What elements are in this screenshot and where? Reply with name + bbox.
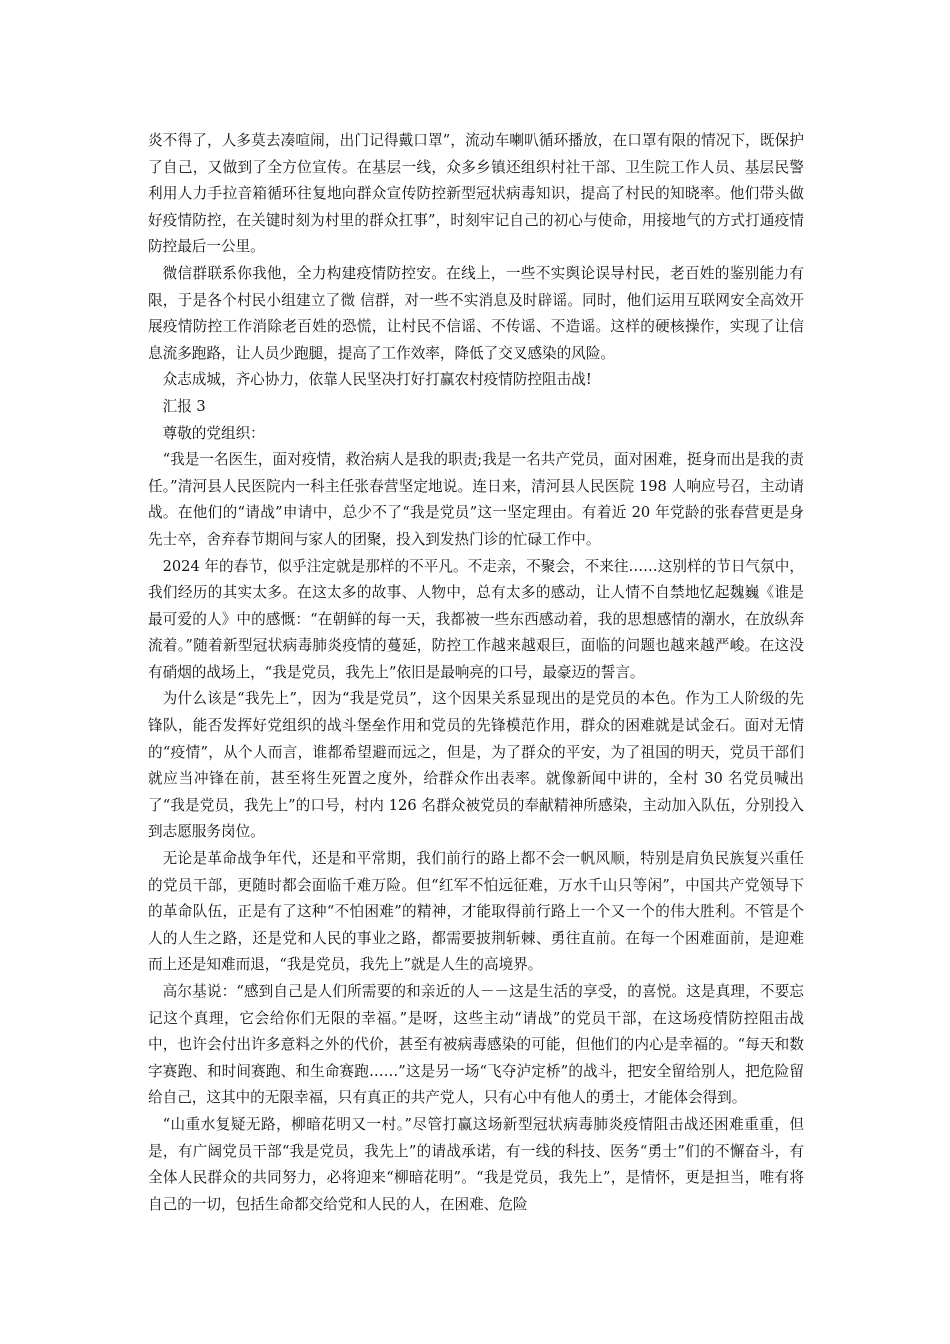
section-heading: 汇报 3 — [162, 397, 206, 415]
paragraph-6: “我是一名医生，面对疫情，救治病人是我的职责;我是一名共产党员，面对困难，挺身而出是我的责任。”清河县人民医院内一科主任张春营坚定地说。连日来，清河县人民医院 198 人响应号召，主动请战。在他们的“请战”申请中，总少不了“我是党员”这一坚定理由。有着近 20 年党龄的张春营更是身先士卒，舍弃春节期间与家人的团聚，投入到发热门诊的忙碌工作中。 — [148, 451, 804, 548]
salutation: 尊敬的党组织： — [162, 424, 265, 442]
paragraph-7: 2024 年的春节，似乎注定就是那样的不平凡。不走亲，不聚会，不来往……这别样的节日气氛中，我们经历的其实太多。在这太多的故事、人物中，总有太多的感动，让人情不自禁地忆起魏巍《谁是最可爱的人》中的感慨：“在朝鲜的每一天，我都被一些东西感动着，我的思想感情的潮水，在放纵奔流着。”随着新型冠状病毒肺炎疫情的蔓延，防控工作越来越艰巨，面临的问题也越来越严峻。在这没有硝烟的战场上，“我是党员，我先上”依旧是最响亮的口号，最豪迈的誓言。 — [148, 557, 804, 681]
document-body — [148, 128, 804, 1218]
paragraph-8: 为什么该是“我先上”，因为“我是党员”，这个因果关系显现出的是党员的本色。作为工人阶级的先锋队，能否发挥好党组织的战斗堡垒作用和党员的先锋模范作用，群众的困难就是试金石。面对无情的“疫情”，从个人而言，谁都希望避而远之，但是，为了群众的平安，为了祖国的明天，党员干部们就应当冲锋在前，甚至将生死置之度外，给群众作出表率。就像新闻中讲的，全村 30 名党员喊出了“我是党员，我先上”的口号，村内 126 名群众被党员的奉献精神所感染，主动加入队伍，分别投入到志愿服务岗位。 — [148, 690, 804, 841]
paragraph-1: 炎不得了，人多莫去凑喧闹，出门记得戴口罩”，流动车喇叭循环播放，在口罩有限的情况下，既保护了自己，又做到了全方位宣传。在基层一线，众多乡镇还组织村社干部、卫生院工作人员、基层民警利用人力手拉音箱循环往复地向群众宣传防控新型冠状病毒知识，提高了村民的知晓率。他们带头做好疫情防控，在关键时刻为村里的群众扛事”，时刻牢记自己的初心与使命，用接地气的方式打通疫情防控最后一公里。 — [148, 132, 804, 256]
paragraph-10: 高尔基说：“感到自己是人们所需要的和亲近的人－－这是生活的享受，的喜悦。这是真理，不要忘记这个真理，它会给你们无限的幸福。”是呀，这些主动“请战”的党员干部，在这场疫情防控阻击战中，也许会付出许多意料之外的代价，甚至有被病毒感染的可能，但他们的内心是幸福的。“每天和数字赛跑、和时间赛跑、和生命赛跑……”这是另一场“飞夺泸定桥”的战斗，把安全留给别人，把危险留给自己，这其中的无限幸福，只有真正的共产党人，只有心中有他人的勇士，才能体会得到。 — [148, 983, 804, 1107]
paragraph-9: 无论是革命战争年代，还是和平常期，我们前行的路上都不会一帆风顺，特别是肩负民族复兴重任的党员干部，更随时都会面临千难万险。但“红军不怕远征难，万水千山只等闲”，中国共产党领导下的革命队伍，正是有了这种“不怕困难”的精神，才能取得前行路上一个又一个的伟大胜利。不管是个人的人生之路，还是党和人民的事业之路，都需要披荆斩棘、勇往直前。在每一个困难面前，是迎难而上还是知难而退，“我是党员，我先上”就是人生的高境界。 — [148, 850, 804, 974]
paragraph-2: 微信群联系你我他，全力构建疫情防控安。在线上，一些不实舆论误导村民，老百姓的鉴别能力有限，于是各个村民小组建立了微 信群，对一些不实消息及时辟谣。同时，他们运用互联网安全高效开展疫情防控工作消除老百姓的恐慌，让村民不信谣、不传谣、不造谣。这样的硬核操作，实现了让信息流多跑路，让人员少跑腿，提高了工作效率，降低了交叉感染的风险。 — [148, 264, 804, 362]
paragraph-11: “山重水复疑无路，柳暗花明又一村。”尽管打赢这场新型冠状病毒肺炎疫情阻击战还困难重重，但是，有广阔党员干部“我是党员，我先上”的请战承诺，有一线的科技、医务“勇士”们的不懈奋斗，有全体人民群众的共同努力，必将迎来“柳暗花明”。“我是党员，我先上”，是情怀，更是担当，唯有将自己的一切，包括生命都交给党和人民的人，在困难、危险 — [148, 1115, 804, 1213]
paragraph-3: 众志成城，齐心协力，依靠人民坚决打好打赢农村疫情防控阻击战! — [162, 371, 592, 389]
